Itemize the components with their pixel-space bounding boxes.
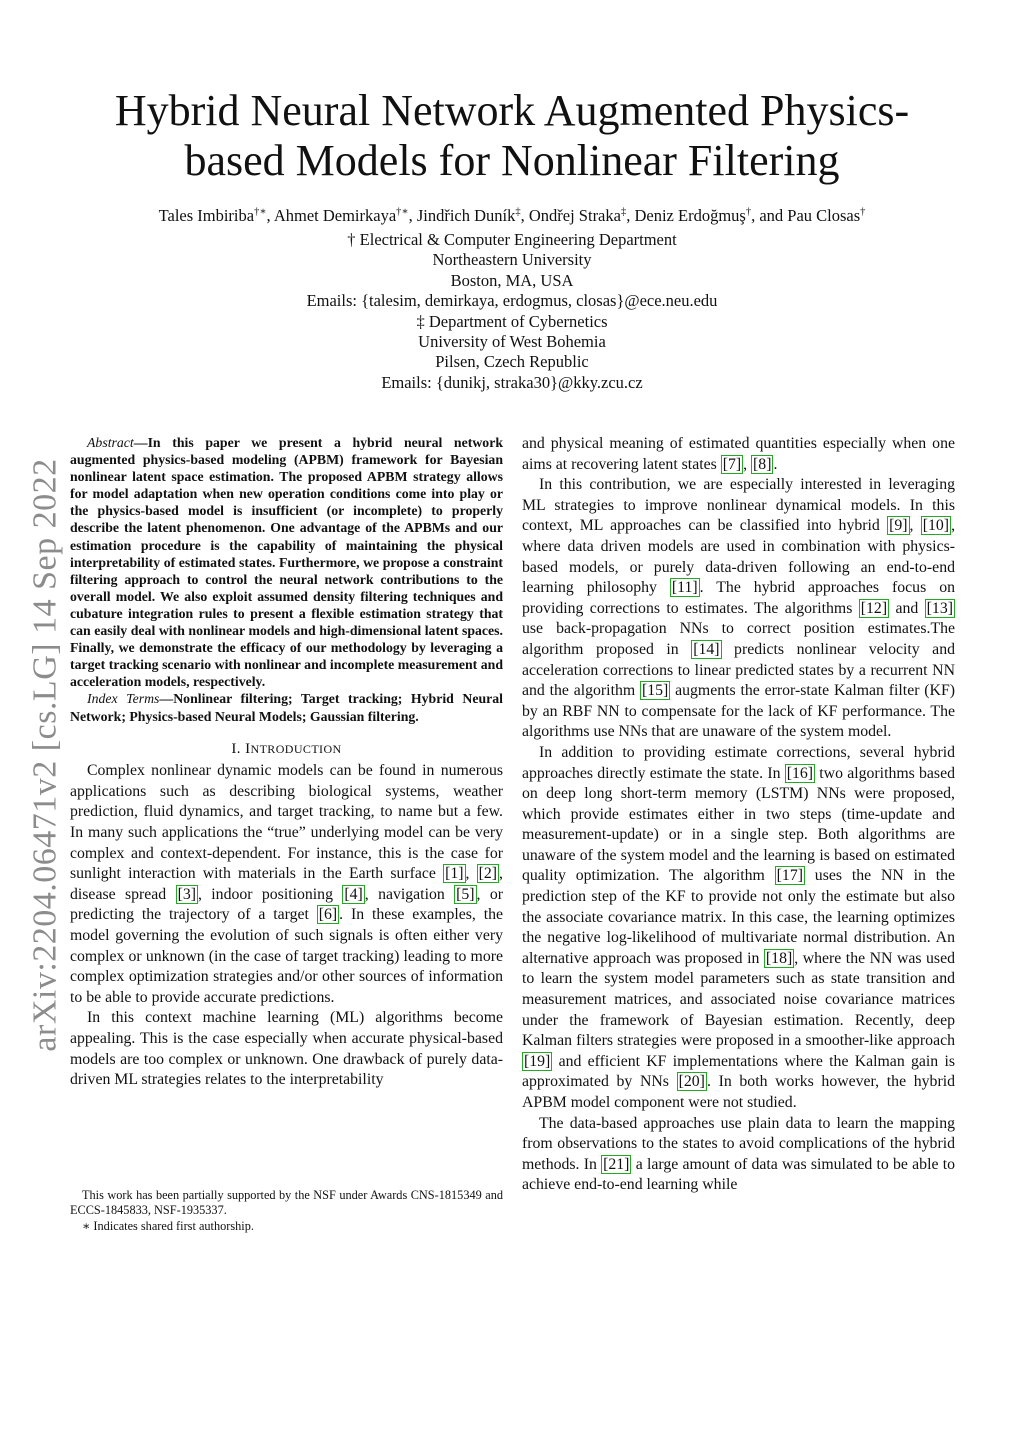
citation-link[interactable]: [10] (922, 517, 950, 535)
affiliation-line: ‡ Department of Cybernetics (416, 311, 608, 331)
author-name: Ondřej Straka (528, 206, 621, 225)
affiliations (70, 230, 954, 393)
citation-link[interactable]: [8] (753, 455, 772, 473)
arxiv-identifier: arXiv:2204.06471v2 [cs.LG] 14 Sep 2022 (27, 458, 64, 1052)
citation-link[interactable]: [14] (693, 640, 720, 658)
affiliation-line: Emails: {talesim, demirkaya, erdogmus, closas}@ece.neu.edu (306, 291, 718, 311)
citation-link[interactable]: [4] (344, 885, 363, 903)
author-name: Jindřich Duník (416, 206, 516, 225)
author-mark: ‡ (515, 206, 521, 218)
citation-link[interactable]: [12] (860, 599, 888, 617)
citation-link[interactable]: [2] (478, 865, 498, 883)
citation-link[interactable]: [19] (524, 1052, 551, 1070)
author-mark: † (860, 206, 866, 218)
index-terms (70, 690, 503, 724)
citation-link[interactable]: [3] (177, 885, 196, 903)
citation-link[interactable]: [18] (765, 949, 793, 967)
affiliation-line: Emails: {dunikj, straka30}@kky.zcu.cz (381, 372, 643, 392)
left-column (70, 434, 503, 1091)
author-name: Ahmet Demirkaya (273, 206, 397, 225)
body-paragraph: In this context machine learning (ML) algorithms become appealing. This is the case especially when accurate physical-based models are too complex or unknown. One drawback of purely data-driven ML strategies relates to the interpretability (70, 1009, 503, 1089)
author-mark: †∗ (396, 206, 409, 218)
citation-link[interactable]: [20] (678, 1073, 705, 1091)
body-paragraph: In addition to providing estimate corrections, several hybrid approaches directly estimate the state. In [16] two algorithms based on deep long short-term memory (LSTM) NNs were proposed, which provide estimates either in two steps (time-update and measurement-update) or in a single step. Both algorithms are unaware of the system model and the learning is based on estimated quality optimization. The algorithm [17] uses the NN in the prediction step of the KF to provide not only the estimate but also the associate covariance matrix. In this case, the learning optimizes the negative log-likelihood of multivariate normal distribution. An alternative approach was proposed in [18] , where the NN was used to learn the system model parameters such as state transition and measurement matrices, and associated noise covariance matrices under the framework of Bayesian estimation. Recently, deep Kalman filters strategies were proposed in a smoother-like approach [19] and efficient KF implementations where the Kalman gain is approximated by NNs [20] . In both works however, the hybrid APBM model component were not studied. (522, 743, 956, 1111)
citation-link[interactable]: [11] (671, 579, 698, 597)
right-column (522, 434, 955, 1196)
body-paragraph: The data-based approaches use plain data to learn the mapping from observations to the states to avoid complications of the hybrid methods. In [21] a large amount of data was simulated to be able to achieve end-to-end learning while (522, 1114, 955, 1194)
author-mark: ‡ (620, 206, 627, 218)
affiliation-line: Pilsen, Czech Republic (435, 352, 589, 372)
affiliation-line: Northeastern University (432, 250, 592, 270)
footnote-authorship: ∗ Indicates shared first authorship. (82, 1218, 254, 1233)
body-paragraph: and physical meaning of estimated quantities especially when one aims at recovering latent states [7] , [8] . (522, 435, 955, 473)
abstract (70, 434, 503, 690)
arxiv-sidebar (18, 450, 74, 1060)
citation-link[interactable]: [21] (603, 1155, 630, 1173)
left-paragraphs (70, 761, 503, 1091)
affiliation-line: University of West Bohemia (418, 332, 606, 352)
author-mark: † (745, 206, 752, 218)
citation-link[interactable]: [17] (776, 867, 803, 885)
citation-link[interactable]: [13] (926, 599, 953, 617)
section-heading (70, 739, 503, 760)
body-paragraph: Complex nonlinear dynamic models can be found in numerous applications such as describing biological systems, weather prediction, fluid dynamics, and target tracking, to name but a few. In many such applications the “true” underlying model can be very complex and context-dependent. For instance, this is the case for sunlight interaction with materials in the Earth surface [1] , [2] , disease spread [3] , indoor positioning [4] , navigation [5] , or predicting the trajectory of a target [6] . In these examples, the model governing the evolution of such signals is often either very complex or unknown (in the case of target tracking) leading to more complex optimization strategies and/or other sources of information to be able to provide accurate predictions. (70, 762, 503, 1006)
citation-link[interactable]: [16] (786, 764, 814, 782)
author-name: Pau Closas (787, 206, 861, 225)
section-title: INTRODUCTION (245, 740, 342, 757)
author-name: Tales Imbiriba (158, 206, 255, 225)
abstract-text: —In this paper we present a hybrid neural network augmented physics-based modeling (APBM) framework for Bayesian nonlinear latent space estimation. The proposed APBM strategy allows for model adaptation when new operation conditions come into play or the physics-based model is insufficient (or incomplete) to properly describe the latent phenomenon. One advantage of the APBMs and our estimation procedure is the capability of maintaining the physical interpretability of estimated states. Furthermore, we propose a constraint filtering approach to control the neural network contributions to the overall model. We also exploit assumed density filtering techniques and cubature integration rules to present a flexible estimation strategy that can easily deal with nonlinear models and high-dimensional latent spaces. Finally, we demonstrate the efficacy of our methodology by leveraging a target tracking scenario with nonlinear and incomplete measurement and acceleration models, respectively. (70, 435, 503, 690)
author-mark: †∗ (254, 206, 267, 218)
index-terms-label: Index Terms (87, 691, 160, 707)
section-number: I. (231, 740, 241, 757)
footnotes (70, 1188, 503, 1234)
citation-link[interactable]: [7] (722, 455, 742, 473)
footnote-funding: This work has been partially supported by the NSF under Awards CNS-1815349 and ECCS-1845833, NSF-1935337. (70, 1188, 503, 1218)
abstract-label: Abstract (87, 435, 134, 450)
body-paragraph: In this contribution, we are especially interested in leveraging ML strategies to improve nonlinear dynamical models. In this context, ML approaches can be classified into hybrid [9] , [10] , where data driven models are used in combination with physics-based models, or purely data-driven following an end-to-end learning philosophy [11] . The hybrid approaches focus on providing corrections to estimates. The algorithms [12] and [13] use back-propagation NNs to correct position estimates.The algorithm proposed in [14] predicts nonlinear velocity and acceleration corrections to linear predicted states by a recurrent NN and the algorithm [15] augments the error-state Kalman filter (KF) by an RBF NN to compensate for the lack of KF performance. The algorithms use NNs that are unaware of the system model. (522, 476, 956, 741)
index-terms-text: —Nonlinear filtering; Target tracking; Hybrid Neural Network; Physics-based Neural Models; Gaussian filtering. (70, 691, 503, 724)
citation-link[interactable]: [9] (889, 517, 908, 535)
author-name: Deniz Erdoğmuş (634, 206, 746, 225)
citation-link[interactable]: [15] (641, 682, 669, 700)
paper-title: Hybrid Neural Network Augmented Physics-based Models for Nonlinear Filtering (114, 86, 910, 185)
affiliation-line: † Electrical & Computer Engineering Department (347, 230, 677, 249)
affiliation-line: Boston, MA, USA (450, 270, 574, 290)
author-list: Tales Imbiriba†∗, Ahmet Demirkaya†∗, Jindřich Duník‡, Ondřej Straka‡, Deniz Erdoğmuş†, and Pau Closas† (158, 206, 866, 225)
citation-link[interactable]: [1] (445, 865, 464, 883)
citation-link[interactable]: [6] (318, 906, 338, 924)
citation-link[interactable]: [5] (456, 885, 475, 903)
